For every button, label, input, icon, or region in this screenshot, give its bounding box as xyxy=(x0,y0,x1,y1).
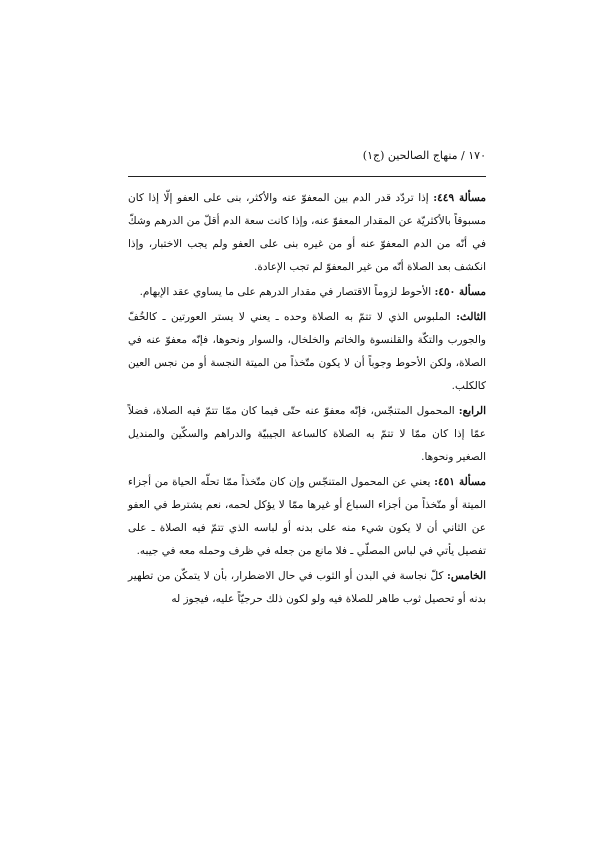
paragraph-text: كلّ نجاسة في البدن أو الثوب في حال الاضطرار، بأن لا يتمكّن من تطهير بدنه أو تحصيل ثوب طاهر للصلاة فيه ولو لكون ذلك حرجيّاً عليه، فيجوز له xyxy=(128,570,486,605)
book-title: منهاج الصالحين (ج١) xyxy=(362,149,458,162)
paragraph-issue-449 xyxy=(128,187,486,279)
paragraph-lead: الرابع: xyxy=(458,405,486,417)
paragraph-text: يعني عن المحمول المتنجّس وإن كان متّخذاً ممّا تحلّه الحياة من أجزاء الميتة أو متّخذاً من أجزاء السباع أو غيرها ممّا لا يؤكل لحمه، نعم يشترط في العفو عن الثاني أن لا يكون شيء منه على بدنه أو لباسه الذي تتمّ فيه الصلاة ـ على تفصيل يأتي في لباس المصلّي ـ فلا مانع من جعله في ظرف وحمله معه في جيبه. xyxy=(128,476,486,557)
header-separator: / xyxy=(461,149,465,162)
body-text xyxy=(128,187,486,613)
paragraph-fifth xyxy=(128,565,486,611)
paragraph-text: الملبوس الذي لا تتمّ به الصلاة وحده ـ يعني لا يستر العورتين ـ كالخُفّ والجورب والتكّة والقلنسوة والخاتم والخلخال، والسوار ونحوها، فإنّه معفوّ عنه في الصلاة، ولكن الأحوط وجوباً أن لا يكون متّخذاً من الميتة النجسة أو من نجس العين كالكلب. xyxy=(128,311,486,392)
paragraph-fourth xyxy=(128,400,486,469)
paragraph-text: الأحوط لزوماً الاقتصار في مقدار الدرهم على ما يساوي عقد الإبهام. xyxy=(139,286,435,298)
paragraph-text: إذا تردّد قدر الدم بين المعفوّ عنه والأكثر، بنى على العفو إلّا إذا كان مسبوقاً بالأكثريّة عن المقدار المعفوّ عنه، وإذا كانت سعة الدم أقلّ من الدرهم وشكّ في أنّه من الدم المعفوّ عنه أو من غيره بنى على العفو ولم يجب الاختبار، وإذا انكشف بعد الصلاة أنّه من غير المعفوّ لم تجب الإعادة. xyxy=(128,192,486,273)
page-number: ١٧٠ xyxy=(468,149,486,162)
running-header xyxy=(128,148,486,164)
paragraph-lead: مسألة ٤٥١: xyxy=(434,476,486,488)
paragraph-lead: مسألة ٤٤٩: xyxy=(433,192,486,204)
paragraph-third xyxy=(128,306,486,398)
paragraph-text: المحمول المتنجّس، فإنّه معفوّ عنه حتّى فيما كان ممّا تتمّ فيه الصلاة، فضلاً عمّا إذا كان ممّا لا تتمّ به الصلاة كالساعة الجيبيّة والدراهم والسكّين والمنديل الصغير ونحوها. xyxy=(128,405,486,463)
paragraph-issue-450 xyxy=(128,281,486,304)
paragraph-issue-451 xyxy=(128,471,486,563)
paragraph-lead: الخامس: xyxy=(447,570,486,582)
paragraph-lead: الثالث: xyxy=(456,311,486,323)
paragraph-lead: مسألة ٤٥٠: xyxy=(434,286,486,298)
header-divider xyxy=(128,176,486,177)
